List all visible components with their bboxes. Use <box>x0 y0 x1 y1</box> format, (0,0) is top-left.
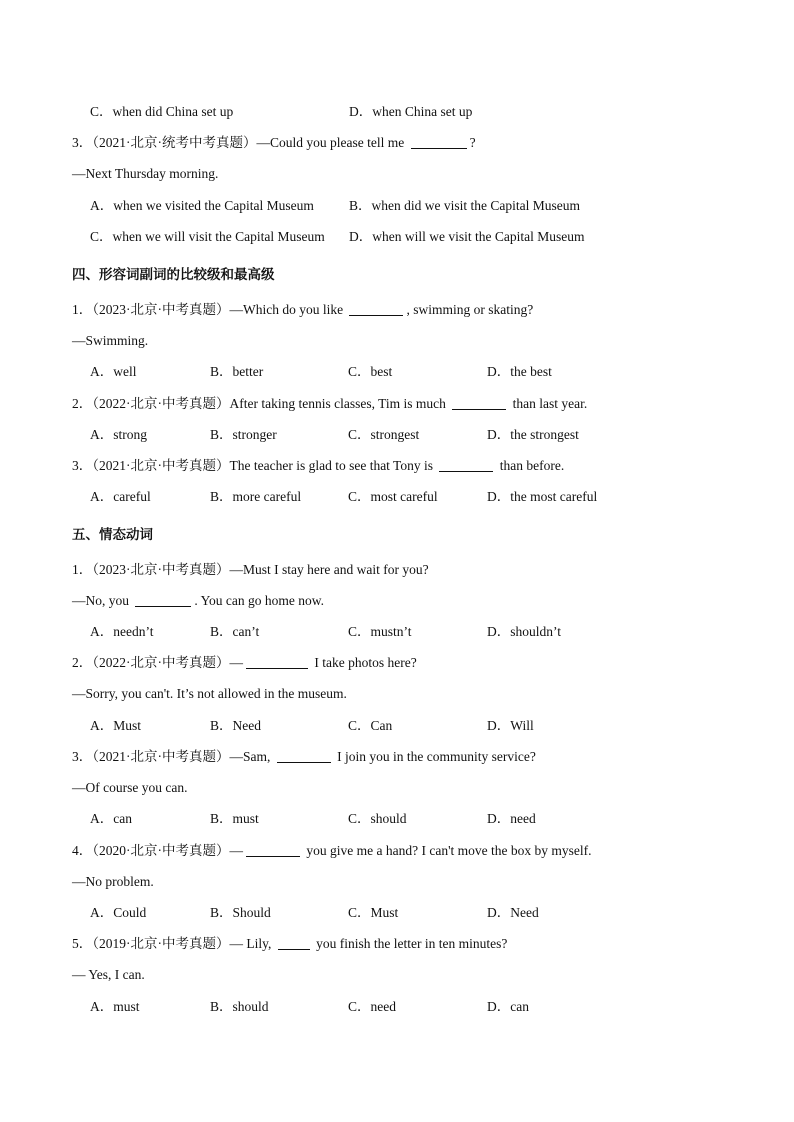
section-heading: 五、情态动词 <box>72 527 153 543</box>
option-c: C．when we will visit the Capital Museum <box>90 229 325 244</box>
question-source: （2021·北京·中考真题） <box>92 458 230 473</box>
question-stem: 2．（2022·北京·中考真题）— I take photos here? <box>72 655 417 670</box>
question-reply: — Yes, I can. <box>72 967 145 982</box>
question-number: 3． <box>72 135 93 150</box>
question-number: 1． <box>72 302 93 317</box>
option-c: C．strongest <box>348 427 420 442</box>
option-d: D．can <box>487 999 529 1014</box>
option-d: D．the best <box>487 364 552 379</box>
options-row <box>90 716 690 736</box>
answer-blank <box>452 395 506 410</box>
question-number: 3． <box>72 749 93 764</box>
question-stem: 3．（2021·北京·中考真题）The teacher is glad to see that Tony is than before. <box>72 458 565 473</box>
question-source: （2020·北京·中考真题） <box>92 843 230 858</box>
question-number: 4． <box>72 843 93 858</box>
option-d: D．Will <box>487 718 534 733</box>
options-row <box>90 196 690 216</box>
option-a: A．Could <box>90 905 147 920</box>
question-stem: 1．（2023·北京·中考真题）—Must I stay here and wait for you? <box>72 562 429 577</box>
question-reply: —No, you . You can go home now. <box>72 593 324 608</box>
option-a: A．needn’t <box>90 624 154 639</box>
question-source: （2023·北京·中考真题） <box>92 302 230 317</box>
question-source: （2022·北京·中考真题） <box>92 655 230 670</box>
question-number: 5． <box>72 936 93 951</box>
option-a: A．when we visited the Capital Museum <box>90 198 314 213</box>
option-c: C．Must <box>348 905 399 920</box>
question-number: 1． <box>72 562 93 577</box>
option-b: B．Need <box>210 718 261 733</box>
option-b: B．when did we visit the Capital Museum <box>349 198 580 213</box>
question-source: （2021·北京·统考中考真题） <box>92 135 257 150</box>
option-d: D．when China set up <box>349 104 473 119</box>
option-b: B．should <box>210 999 269 1014</box>
option-d: D．shouldn’t <box>487 624 562 639</box>
answer-blank <box>439 457 493 472</box>
options-row <box>90 622 690 642</box>
option-b: B．better <box>210 364 264 379</box>
options-row <box>90 997 690 1017</box>
question-reply: —Swimming. <box>72 333 149 348</box>
question-number: 2． <box>72 396 93 411</box>
question-reply: —Sorry, you can't. It’s not allowed in the museum. <box>72 686 347 701</box>
options-row <box>90 487 690 507</box>
question-stem: 3．（2021·北京·统考中考真题）—Could you please tell me ? <box>72 135 476 150</box>
option-c: C．need <box>348 999 396 1014</box>
options-row <box>90 102 690 122</box>
question-source: （2022·北京·中考真题） <box>92 396 230 411</box>
options-row <box>90 227 690 247</box>
question-stem: 2．（2022·北京·中考真题）After taking tennis classes, Tim is much than last year. <box>72 396 588 411</box>
option-c: C．Can <box>348 718 393 733</box>
question-number: 3． <box>72 458 93 473</box>
question-stem: 5．（2019·北京·中考真题）— Lily, you finish the letter in ten minutes? <box>72 936 508 951</box>
option-a: A．can <box>90 811 132 826</box>
option-a: A．strong <box>90 427 147 442</box>
option-a: A．Must <box>90 718 142 733</box>
option-d: D．need <box>487 811 536 826</box>
option-a: A．must <box>90 999 140 1014</box>
answer-blank <box>277 748 331 763</box>
option-c: C．when did China set up <box>90 104 234 119</box>
option-b: B．Should <box>210 905 271 920</box>
option-b: B．stronger <box>210 427 277 442</box>
question-stem: 4．（2020·北京·中考真题）— you give me a hand? I can't move the box by myself. <box>72 843 592 858</box>
answer-blank <box>246 654 308 669</box>
options-row <box>90 425 690 445</box>
option-d: D．the most careful <box>487 489 598 504</box>
question-number: 2． <box>72 655 93 670</box>
option-b: B．more careful <box>210 489 302 504</box>
answer-blank <box>349 301 403 316</box>
options-row <box>90 362 690 382</box>
options-row <box>90 903 690 923</box>
question-source: （2023·北京·中考真题） <box>92 562 230 577</box>
option-c: C．mustn’t <box>348 624 412 639</box>
options-row <box>90 809 690 829</box>
option-b: B．can’t <box>210 624 260 639</box>
question-reply: —Of course you can. <box>72 780 188 795</box>
option-d: D．Need <box>487 905 539 920</box>
option-d: D．the strongest <box>487 427 579 442</box>
answer-blank <box>411 134 467 149</box>
option-a: A．well <box>90 364 137 379</box>
option-c: C．best <box>348 364 393 379</box>
answer-blank <box>246 842 300 857</box>
option-a: A．careful <box>90 489 151 504</box>
answer-blank <box>278 935 310 950</box>
option-c: C．most careful <box>348 489 438 504</box>
question-source: （2019·北京·中考真题） <box>92 936 230 951</box>
question-stem: 3．（2021·北京·中考真题）—Sam, I join you in the community service? <box>72 749 536 764</box>
question-stem: 1．（2023·北京·中考真题）—Which do you like , swimming or skating? <box>72 302 534 317</box>
option-d: D．when will we visit the Capital Museum <box>349 229 585 244</box>
option-b: B．must <box>210 811 259 826</box>
question-reply: —Next Thursday morning. <box>72 166 219 181</box>
answer-blank <box>135 592 191 607</box>
question-reply: —No problem. <box>72 874 154 889</box>
question-source: （2021·北京·中考真题） <box>92 749 230 764</box>
section-heading: 四、形容词副词的比较级和最高级 <box>72 267 275 283</box>
option-c: C．should <box>348 811 407 826</box>
